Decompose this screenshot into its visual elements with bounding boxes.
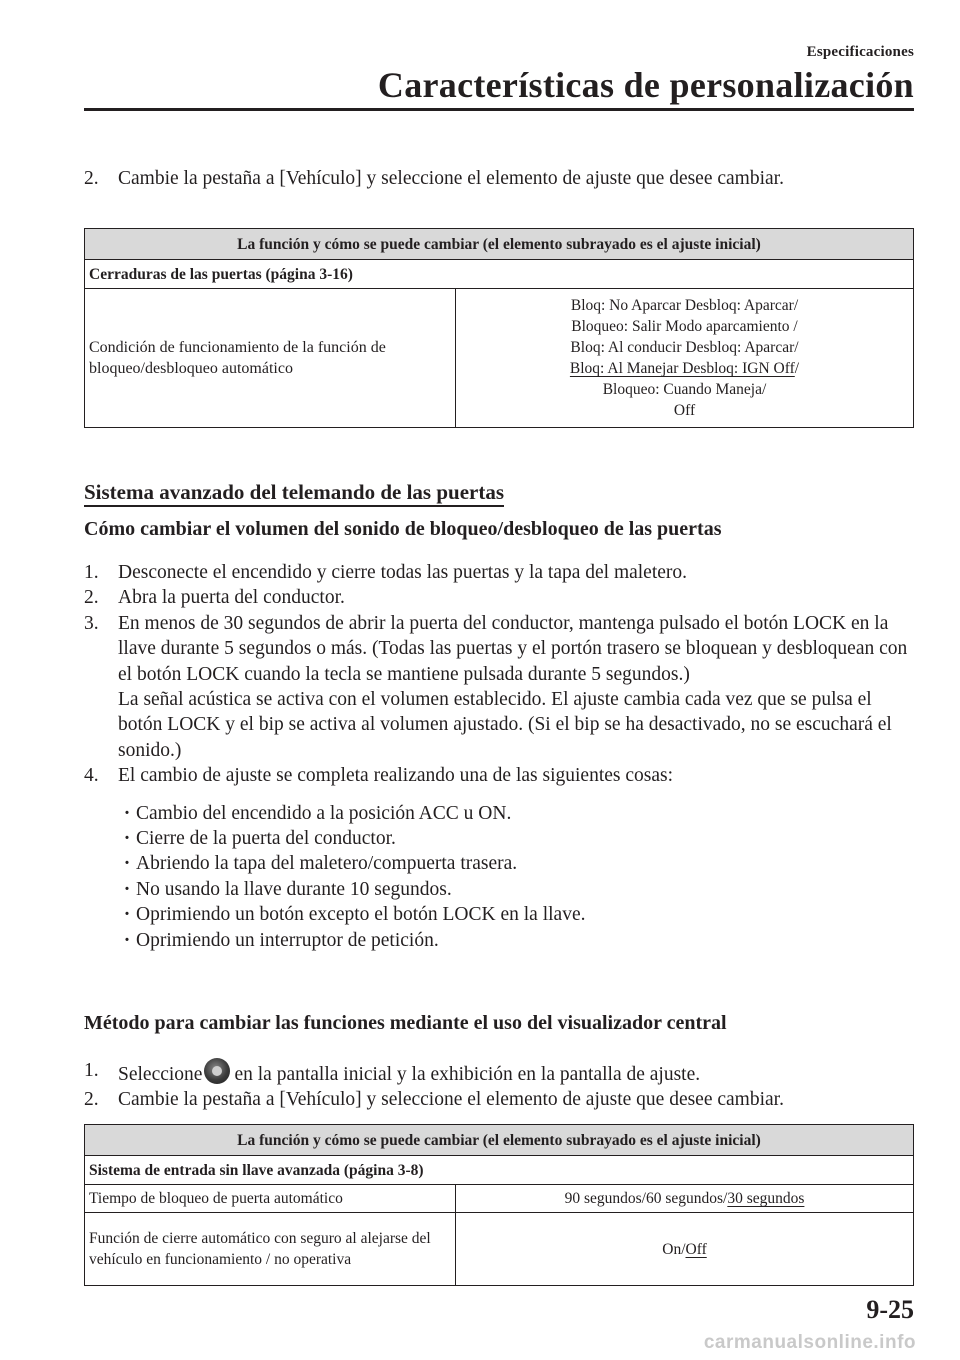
bullet-text: Oprimiendo un interruptor de petición.	[136, 929, 439, 951]
step-text: Abra la puerta del conductor.	[118, 587, 345, 609]
step-number: 1.	[84, 562, 99, 583]
list-item	[84, 560, 916, 585]
table-header: La función y cómo se puede cambiar (el elemento subrayado es el ajuste inicial)	[85, 1125, 914, 1156]
step-text-group	[118, 1058, 916, 1087]
table-header: La función y cómo se puede cambiar (el elemento subrayado es el ajuste inicial)	[85, 229, 914, 260]
list-item	[84, 585, 916, 610]
step-text-group	[118, 611, 916, 763]
table-row	[85, 1213, 914, 1286]
step-text: El cambio de ajuste se completa realizando una de las siguientes cosas:	[118, 765, 674, 787]
bullet-text: Cierre de la puerta del conductor.	[136, 828, 396, 850]
bullet-list	[118, 801, 916, 953]
option-line: Off	[673, 402, 696, 419]
initial-setting: Bloq: Al Manejar Desbloq: IGN Off	[569, 360, 795, 377]
step-text: en la pantalla inicial y la exhibición en la pantalla de ajuste.	[234, 1064, 701, 1085]
page-number: 9-25	[866, 1295, 914, 1324]
bullet-text: Oprimiendo un botón excepto el botón LOCK en la llave.	[136, 904, 586, 926]
bullet-dot-icon: ·	[123, 904, 131, 926]
step-text: Cambie la pestaña a [Vehículo] y seleccione el elemento de ajuste que desee cambiar.	[118, 1089, 784, 1111]
table-section-row: Cerraduras de las puertas (página 3-16)	[85, 260, 914, 289]
volume-heading: Cómo cambiar el volumen del sonido de bloqueo/desbloqueo de las puertas	[84, 518, 722, 540]
step-note: La señal acústica se activa con el volumen establecido. El ajuste cambia cada vez que se pulsa el botón LOCK y el bip se activa al volumen ajustado. (Si el bip se ha desactivado, no se escuchará el sonido.)	[118, 689, 892, 761]
section-heading: Sistema avanzado del telemando de las puertas	[84, 480, 504, 504]
header-rule	[84, 108, 914, 111]
list-item	[84, 1087, 916, 1112]
row-label: Condición de funcionamiento de la función de bloqueo/desbloqueo automático	[85, 289, 456, 428]
page-header	[378, 44, 914, 105]
bullet-dot-icon: ·	[123, 929, 131, 951]
header-section-label: Especificaciones	[806, 44, 914, 60]
volume-steps	[84, 560, 916, 953]
door-locks-table	[84, 228, 914, 428]
bullet-item	[118, 928, 916, 953]
step-text: Desconecte el encendido y cierre todas las puertas y la tapa del maletero.	[118, 562, 688, 583]
row-options	[456, 1185, 914, 1213]
bullet-item	[118, 801, 916, 826]
option-line: Bloq: Al conducir Desbloq: Aparcar/	[570, 339, 799, 356]
list-item	[84, 763, 916, 788]
bullet-text: No usando la llave durante 10 segundos.	[136, 878, 452, 900]
bullet-item	[118, 851, 916, 876]
step-number: 2.	[84, 1089, 99, 1111]
bullet-item	[118, 902, 916, 927]
bullet-item	[118, 826, 916, 851]
bullet-dot-icon: ·	[123, 853, 131, 875]
method-heading: Método para cambiar las funciones mediante el uso del visualizador central	[84, 1012, 727, 1034]
list-item	[84, 1058, 916, 1087]
bullet-text: Abriendo la tapa del maletero/compuerta trasera.	[136, 853, 518, 875]
row-label: Función de cierre automático con seguro al alejarse del vehículo en funcionamiento / no operativa	[85, 1213, 456, 1286]
step-text: En menos de 30 segundos de abrir la puerta del conductor, mantenga pulsado el botón LOCK en la llave durante 5 segundos o más. (Todas las puertas y el portón trasero se bloquean y desbloquean con el botón LOCK cuando la tecla se mantiene pulsada durante 5 segundos.)	[118, 612, 908, 685]
option-line: Bloqueo: Salir Modo aparcamiento /	[571, 318, 798, 335]
list-item	[84, 611, 916, 763]
bullet-dot-icon: ·	[123, 828, 131, 850]
initial-setting: Off	[685, 1240, 707, 1258]
row-options	[456, 1213, 914, 1286]
option-text: 90 segundos/60 segundos/	[564, 1190, 728, 1207]
watermark: carmanualsonline.info	[703, 1332, 916, 1353]
header-title: Características de personalización	[377, 65, 914, 105]
step-text: Seleccione	[118, 1064, 203, 1085]
step-text: Cambie la pestaña a [Vehículo] y seleccione el elemento de ajuste que desee cambiar.	[118, 168, 784, 189]
option-text: On/	[662, 1240, 686, 1258]
intro-step	[84, 166, 784, 191]
step-number: 2.	[84, 587, 99, 609]
row-options	[456, 289, 914, 428]
bullet-item	[118, 877, 916, 902]
step-number: 4.	[84, 765, 99, 787]
option-line-initial	[460, 358, 909, 379]
row-label: Tiempo de bloqueo de puerta automático	[85, 1185, 456, 1213]
step-number: 2.	[84, 168, 99, 189]
option-line: Bloq: No Aparcar Desbloq: Aparcar/	[570, 297, 799, 314]
step-number: 1.	[84, 1060, 99, 1081]
bullet-dot-icon: ·	[123, 802, 131, 824]
option-line: Bloqueo: Cuando Maneja/	[602, 381, 767, 398]
settings-gear-icon	[204, 1058, 230, 1084]
method-steps	[84, 1058, 916, 1113]
keyless-entry-table	[84, 1124, 914, 1286]
option-separator: /	[794, 360, 800, 377]
table-row	[85, 289, 914, 428]
bullet-text: Cambio del encendido a la posición ACC u ON.	[136, 802, 512, 824]
bullet-dot-icon: ·	[123, 878, 131, 900]
step-number: 3.	[84, 612, 99, 634]
initial-setting: 30 segundos	[727, 1190, 805, 1207]
table-row	[85, 1185, 914, 1213]
table-section-row: Sistema de entrada sin llave avanzada (página 3-8)	[85, 1156, 914, 1185]
